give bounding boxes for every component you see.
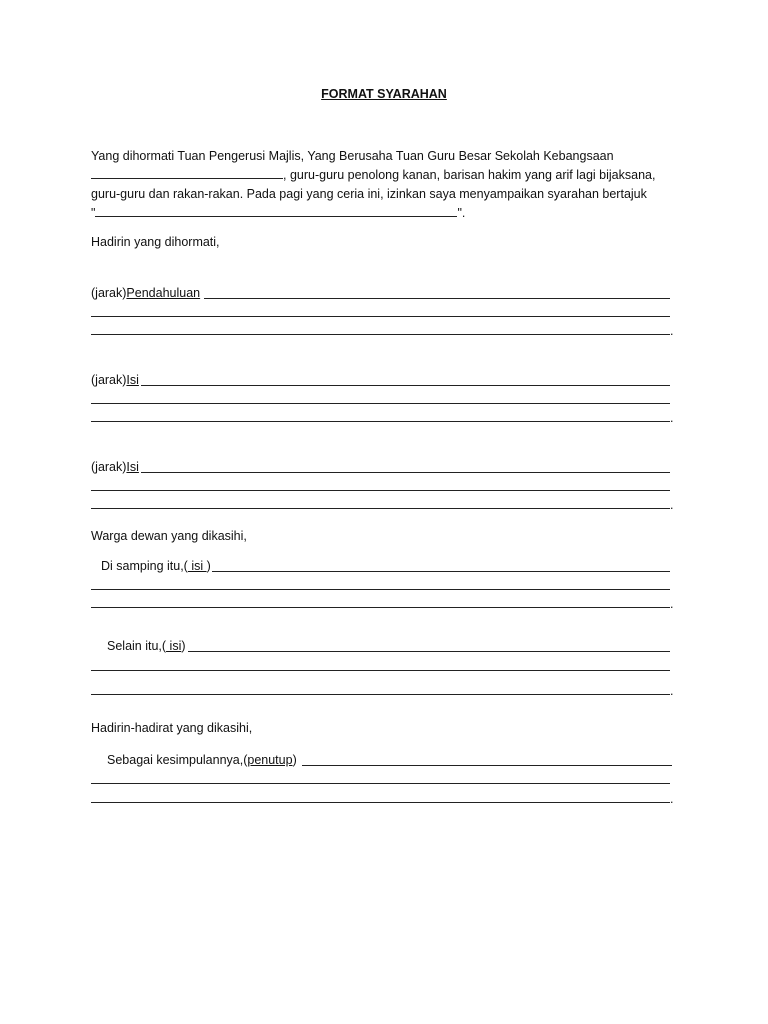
section-selain-itu-heading [107,638,186,654]
greeting-hadirin-hadirat: Hadirin-hadirat yang dikasihi, [91,721,253,735]
section-prefix: (jarak) [91,460,127,474]
section-prefix: (jarak) [91,286,127,300]
section-suffix: ) [181,639,186,653]
section-prefix: Di samping itu,( [101,559,188,573]
writing-line[interactable] [212,571,670,572]
quote-open: " [91,206,96,220]
greeting-hadirin: Hadirin yang dihormati, [91,235,220,249]
writing-line[interactable] [91,694,670,695]
section-label: Isi [126,460,139,474]
writing-line[interactable] [91,316,670,317]
writing-line[interactable] [91,403,670,404]
intro-line-1: Yang dihormati Tuan Pengerusi Majlis, Yang Berusaha Tuan Guru Besar Sekolah Kebangsaan [91,149,614,163]
writing-line[interactable] [302,765,672,766]
period: . [670,498,674,512]
school-name-blank[interactable] [91,167,283,179]
intro-line-3: guru-guru dan rakan-rakan. Pada pagi yang ceria ini, izinkan saya menyampaikan syarahan bertajuk [91,187,647,201]
writing-line[interactable] [91,490,670,491]
greeting-warga-dewan: Warga dewan yang dikasihi, [91,529,247,543]
writing-line[interactable] [91,670,670,671]
writing-line[interactable] [91,802,670,803]
intro-line-2 [91,167,655,183]
section-pendahuluan-heading [91,285,200,301]
section-label: isi [187,559,207,573]
section-isi-1-heading [91,372,139,388]
writing-line[interactable] [91,334,670,335]
writing-line[interactable] [91,783,670,784]
period: . [670,792,674,806]
writing-line[interactable] [141,385,670,386]
writing-line[interactable] [91,421,670,422]
section-label: Isi [126,373,139,387]
section-suffix: ) [206,559,211,573]
section-penutup-heading [107,752,297,768]
section-label: isi [166,639,182,653]
section-label: penutup [247,753,293,767]
period: . [670,597,674,611]
page-title: FORMAT SYARAHAN [321,87,447,101]
section-prefix: Sebagai kesimpulannya,( [107,753,248,767]
intro-line-4 [91,205,465,221]
section-di-samping-heading [101,558,211,574]
writing-line[interactable] [91,589,670,590]
section-label: Pendahuluan [126,286,201,300]
writing-line[interactable] [188,651,670,652]
section-prefix: Selain itu,( [107,639,167,653]
writing-line[interactable] [91,607,670,608]
writing-line[interactable] [141,472,670,473]
writing-line[interactable] [91,508,670,509]
period: . [670,324,674,338]
intro-line-2-text: , guru-guru penolong kanan, barisan hakim yang arif lagi bijaksana, [283,168,656,182]
section-prefix: (jarak) [91,373,127,387]
quote-close: ". [457,206,466,220]
period: . [670,684,674,698]
section-isi-2-heading [91,459,139,475]
speech-title-blank[interactable] [95,205,457,217]
section-suffix: ) [292,753,297,767]
period: . [670,411,674,425]
writing-line[interactable] [204,298,670,299]
